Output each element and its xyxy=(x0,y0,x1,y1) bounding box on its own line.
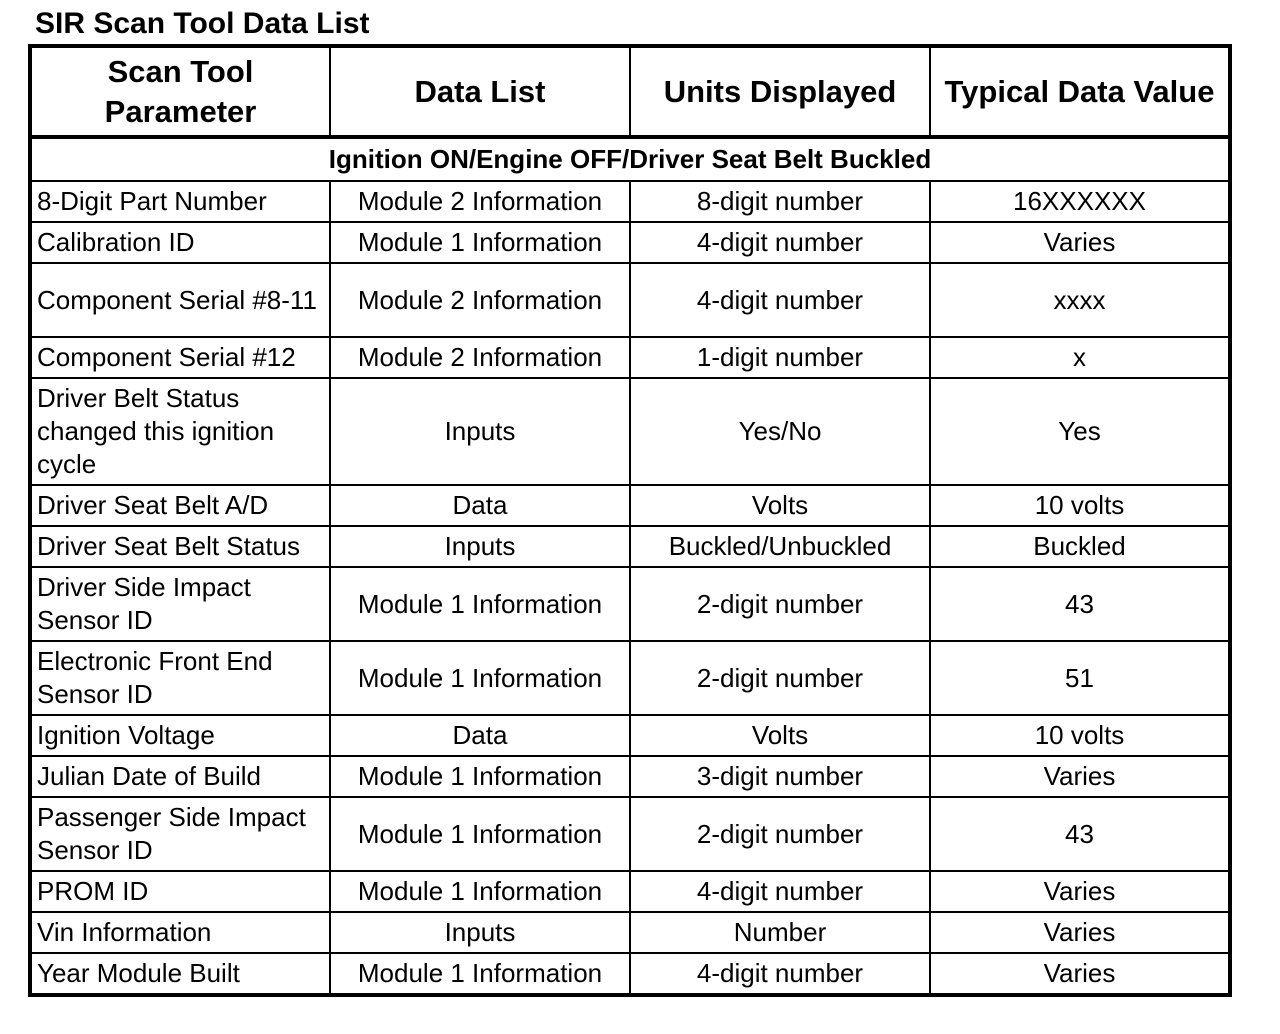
units-cell: 3-digit number xyxy=(630,756,930,797)
table-row xyxy=(30,222,1230,263)
parameter-cell: Electronic Front End Sensor ID xyxy=(30,641,330,715)
table-row xyxy=(30,912,1230,953)
data-list-cell: Data xyxy=(330,485,630,526)
value-cell: 43 xyxy=(930,567,1230,641)
table-row xyxy=(30,337,1230,378)
value-cell: 10 volts xyxy=(930,485,1230,526)
table-row xyxy=(30,378,1230,485)
value-cell: 10 volts xyxy=(930,715,1230,756)
parameter-cell: Component Serial #8-11 xyxy=(30,263,330,337)
units-cell: 2-digit number xyxy=(630,567,930,641)
scan-tool-data-table xyxy=(28,44,1232,997)
header-data-list: Data List xyxy=(330,46,630,137)
units-cell: Buckled/Unbuckled xyxy=(630,526,930,567)
value-cell: Buckled xyxy=(930,526,1230,567)
table-row xyxy=(30,641,1230,715)
header-scan-tool-parameter: Scan Tool Parameter xyxy=(30,46,330,137)
units-cell: Yes/No xyxy=(630,378,930,485)
units-cell: 2-digit number xyxy=(630,641,930,715)
parameter-cell: Passenger Side Impact Sensor ID xyxy=(30,797,330,871)
value-cell: Varies xyxy=(930,222,1230,263)
parameter-cell: Driver Seat Belt A/D xyxy=(30,485,330,526)
units-cell: 4-digit number xyxy=(630,871,930,912)
table-row xyxy=(30,526,1230,567)
value-cell: Varies xyxy=(930,953,1230,995)
value-cell: Yes xyxy=(930,378,1230,485)
value-cell: Varies xyxy=(930,871,1230,912)
parameter-cell: Ignition Voltage xyxy=(30,715,330,756)
section-label: Ignition ON/Engine OFF/Driver Seat Belt Buckled xyxy=(30,137,1230,181)
parameter-cell: Calibration ID xyxy=(30,222,330,263)
parameter-cell: 8-Digit Part Number xyxy=(30,181,330,222)
data-list-cell: Module 1 Information xyxy=(330,641,630,715)
data-list-cell: Data xyxy=(330,715,630,756)
units-cell: 4-digit number xyxy=(630,953,930,995)
data-list-cell: Module 2 Information xyxy=(330,263,630,337)
table-row xyxy=(30,263,1230,337)
header-row xyxy=(30,46,1230,137)
table-row xyxy=(30,756,1230,797)
value-cell: 51 xyxy=(930,641,1230,715)
value-cell: xxxx xyxy=(930,263,1230,337)
table-row xyxy=(30,715,1230,756)
parameter-cell: PROM ID xyxy=(30,871,330,912)
units-cell: 4-digit number xyxy=(630,222,930,263)
data-list-cell: Module 1 Information xyxy=(330,756,630,797)
value-cell: 16XXXXXX xyxy=(930,181,1230,222)
document-title: SIR Scan Tool Data List xyxy=(35,7,370,40)
parameter-cell: Driver Belt Status changed this ignition cycle xyxy=(30,378,330,485)
header-typical-data-value: Typical Data Value xyxy=(930,46,1230,137)
parameter-cell: Vin Information xyxy=(30,912,330,953)
parameter-cell: Julian Date of Build xyxy=(30,756,330,797)
section-row xyxy=(30,137,1230,181)
data-list-cell: Module 1 Information xyxy=(330,871,630,912)
data-list-cell: Inputs xyxy=(330,526,630,567)
data-list-cell: Inputs xyxy=(330,912,630,953)
table-row xyxy=(30,797,1230,871)
table-row xyxy=(30,181,1230,222)
parameter-cell: Year Module Built xyxy=(30,953,330,995)
header-units-displayed: Units Displayed xyxy=(630,46,930,137)
units-cell: 2-digit number xyxy=(630,797,930,871)
units-cell: 8-digit number xyxy=(630,181,930,222)
table-row xyxy=(30,953,1230,995)
data-list-cell: Module 1 Information xyxy=(330,953,630,995)
data-list-cell: Module 1 Information xyxy=(330,567,630,641)
parameter-cell: Component Serial #12 xyxy=(30,337,330,378)
value-cell: Varies xyxy=(930,756,1230,797)
parameter-cell: Driver Side Impact Sensor ID xyxy=(30,567,330,641)
value-cell: 43 xyxy=(930,797,1230,871)
units-cell: Number xyxy=(630,912,930,953)
value-cell: x xyxy=(930,337,1230,378)
data-list-cell: Inputs xyxy=(330,378,630,485)
data-list-cell: Module 2 Information xyxy=(330,181,630,222)
value-cell: Varies xyxy=(930,912,1230,953)
units-cell: 4-digit number xyxy=(630,263,930,337)
units-cell: 1-digit number xyxy=(630,337,930,378)
data-list-cell: Module 1 Information xyxy=(330,797,630,871)
table-row xyxy=(30,871,1230,912)
parameter-cell: Driver Seat Belt Status xyxy=(30,526,330,567)
units-cell: Volts xyxy=(630,715,930,756)
table-row xyxy=(30,567,1230,641)
data-list-cell: Module 2 Information xyxy=(330,337,630,378)
table-row xyxy=(30,485,1230,526)
units-cell: Volts xyxy=(630,485,930,526)
data-list-cell: Module 1 Information xyxy=(330,222,630,263)
